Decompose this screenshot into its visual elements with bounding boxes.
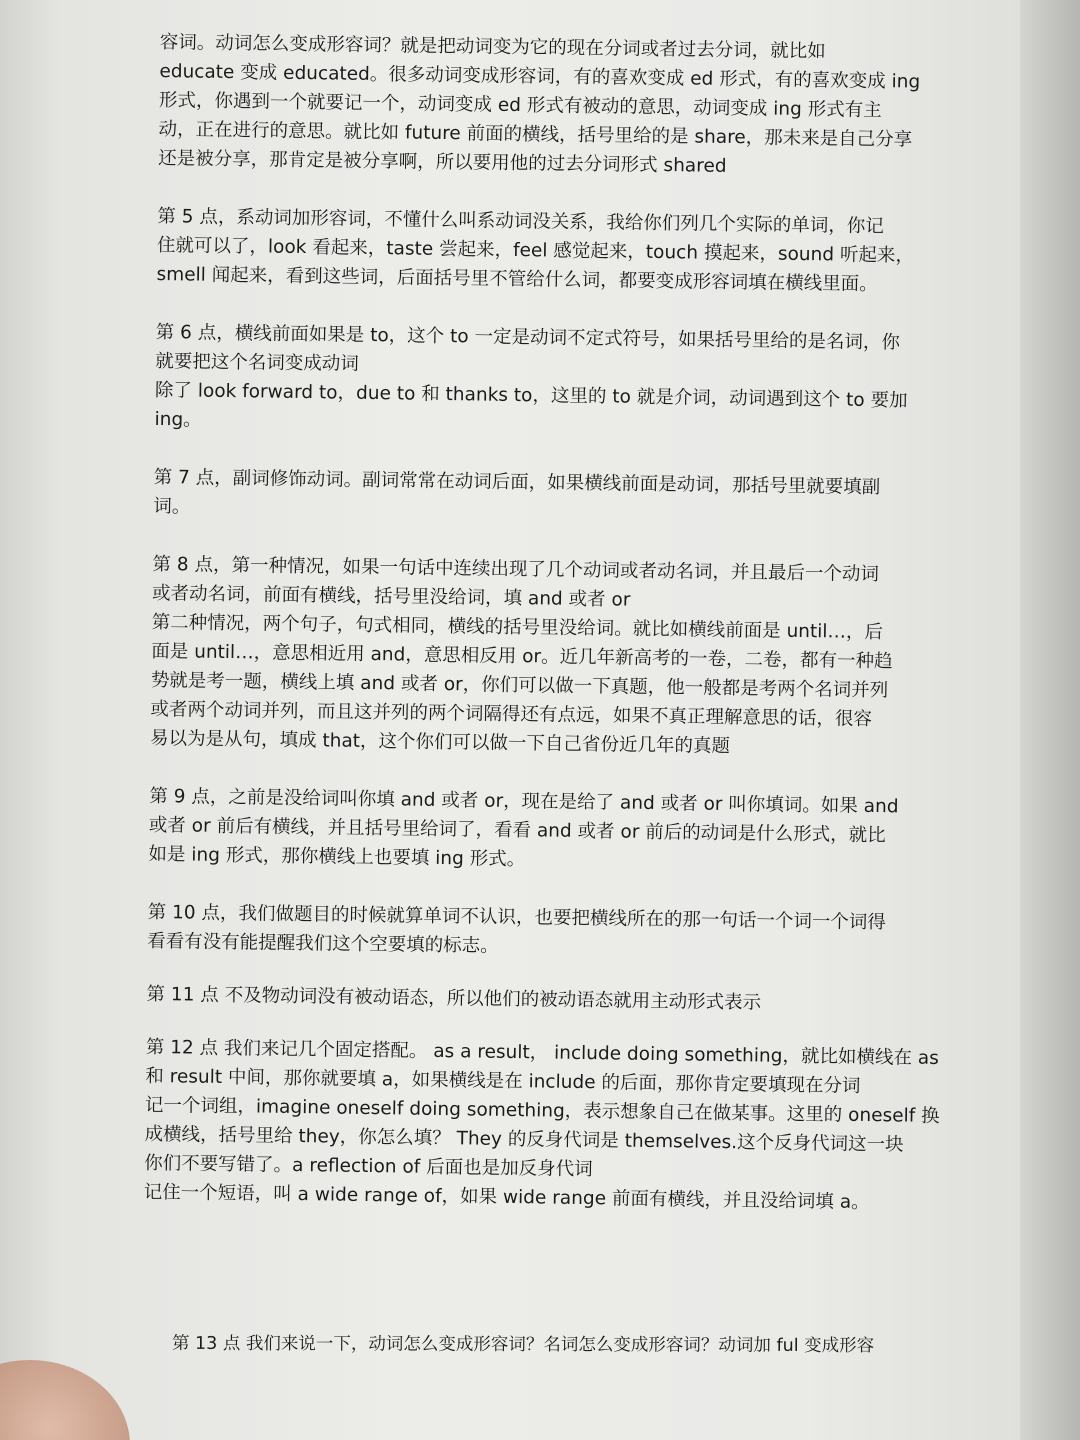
paragraph-point-6 <box>154 318 986 446</box>
text-line: 形式，你遇到一个就要记一个，动词变成 ed 形式有被动的意思，动词变成 ing 形式有主 <box>158 89 882 122</box>
finger-shadow <box>0 1360 130 1440</box>
page-edge-shadow <box>1020 0 1080 1440</box>
paragraph-point-11 <box>146 980 976 1021</box>
text-line: 除了 look forward to，due to 和 thanks to，这里的 to 就是介词，动词遇到这个 to 要加 <box>154 379 908 412</box>
text-line: 第 8 点，第一种情况，如果一句话中连续出现了几个动词或者动名词，并且最后一个动词 <box>152 553 880 586</box>
paragraph-point-7 <box>153 463 984 533</box>
text-line: 记住一个短语，叫 a wide range of，如果 wide range 前面有横线，并且没给词填 a。 <box>143 1181 870 1214</box>
paragraph-adjective-forms <box>158 28 990 185</box>
paragraph-point-13: 第 13 点 我们来说一下，动词怎么变成形容词？名词怎么变成形容词？动词加 ful 变成形容 <box>171 1333 875 1357</box>
text-line: 势就是考一题，横线上填 and 或者 or，你们可以做一下真题，他一般都是考两个名词并列 <box>150 669 889 702</box>
text-line: 或者两个动词并列，而且这并列的两个词隔得还有点远，如果不真正理解意思的话，很容 <box>150 698 873 731</box>
paragraph-point-9 <box>148 782 979 881</box>
text-line: 第二种情况，两个句子，句式相同，横线的括号里没给词。就比如横线前面是 until…，后 <box>151 611 884 644</box>
paragraph-point-12 <box>144 1033 976 1219</box>
text-line: 住就可以了，look 看起来，taste 尝起来，feel 感觉起来，touch 摸起来，sound 听起来， <box>156 234 915 267</box>
paragraph-point-5 <box>156 202 987 301</box>
text-line: 就要把这个名词变成动词 <box>155 350 359 375</box>
text-line: 第 5 点，系动词加形容词，不懂什么叫系动词没关系，我给你们列几个实际的单词，你记 <box>157 205 884 238</box>
text-line: 第 7 点，副词修饰动词。副词常常在动词后面，如果横线前面是动词，那括号里就要填副 <box>153 466 881 499</box>
text-line: 第 10 点，我们做题目的时候就算单词不认识，也要把横线所在的那一句话一个词一个词得 <box>147 901 887 934</box>
text-line: 容词。动词怎么变成形容词？就是把动词变为它的现在分词或者过去分词，就比如 <box>159 31 826 63</box>
paragraph-point-10 <box>147 898 978 968</box>
text-line: 还是被分享，那肯定是被分享啊，所以要用他的过去分词形式 shared <box>158 147 727 177</box>
text-line: 和 result 中间，那你就要填 a，如果横线是在 include 的后面，那你肯定要填现在分词 <box>145 1065 861 1097</box>
text-line: 第 11 点 不及物动词没有被动语态，所以他们的被动语态就用主动形式表示 <box>146 983 762 1014</box>
text-line: 第 9 点，之前是没给词叫你填 and 或者 or，现在是给了 and 或者 or 叫你填词。如果 and <box>149 785 899 818</box>
text-line: 第 6 点，横线前面如果是 to，这个 to 一定是动词不定式符号，如果括号里给的是名词，你 <box>155 321 901 354</box>
text-line: 第 12 点 我们来记几个固定搭配。 as a result， include doing something，就比如横线在 as <box>145 1036 939 1069</box>
paragraph-point-8 <box>150 550 983 765</box>
text-line: 或者动名词，前面有横线，括号里没给词，填 and 或者 or <box>151 582 631 611</box>
text-line: 看看有没有能提醒我们这个空要填的标志。 <box>147 930 499 957</box>
text-line: 如是 ing 形式，那你横线上也要填 ing 形式。 <box>148 843 526 871</box>
text-line: 动，正在进行的意思。就比如 future 前面的横线，括号里给的是 share，那未来是自己分享 <box>158 118 913 151</box>
text-line: 或者 or 前后有横线，并且括号里给词了，看看 and 或者 or 前后的动词是什么形式，就比 <box>148 814 886 847</box>
text-line: 你们不要写错了。a reflection of 后面也是加反身代词 <box>143 1152 593 1181</box>
text-line: 成横线，括号里给 they，你怎么填？ They 的反身代词是 themselves.这个反身代词这一块 <box>144 1123 904 1156</box>
text-line: 易以为是从句，填成 that，这个你们可以做一下自己省份近几年的真题 <box>149 727 731 758</box>
text-line: 词。 <box>153 495 191 518</box>
document-text <box>143 28 990 1247</box>
text-line: ing。 <box>154 408 202 431</box>
text-line: smell 闻起来，看到这些词，后面括号里不管给什么词，都要变成形容词填在横线里面。 <box>156 263 878 296</box>
text-line: educate 变成 educated。很多动词变成形容词，有的喜欢变成 ed 形式，有的喜欢变成 ing <box>159 60 921 93</box>
text-line: 记一个词组，imagine oneself doing something，表示想象自己在做某事。这里的 oneself 换 <box>144 1094 940 1127</box>
text-line: 面是 until…，意思相近用 and，意思相反用 or。近几年新高考的一卷，二卷，都有一种趋 <box>151 640 893 673</box>
